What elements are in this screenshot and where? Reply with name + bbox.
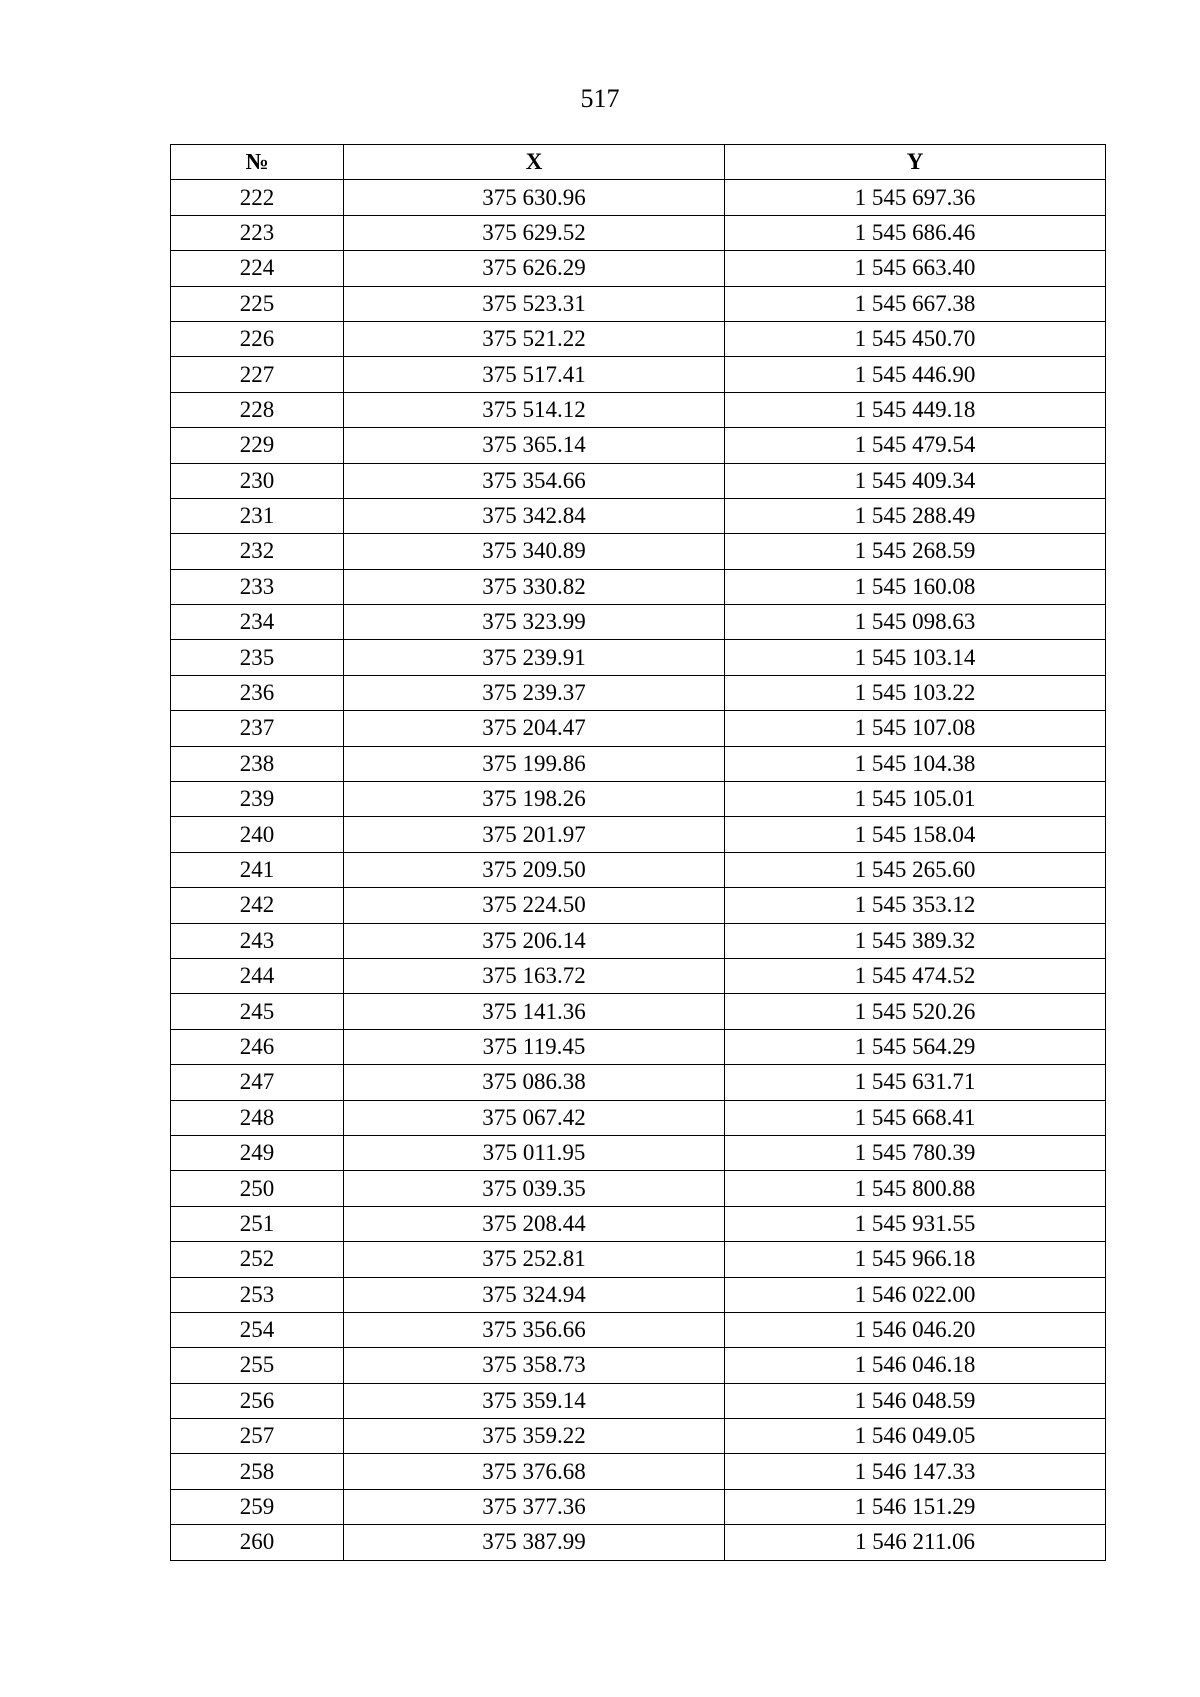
cell-y: 1 545 389.32 [725, 923, 1106, 958]
cell-y: 1 545 103.22 [725, 675, 1106, 710]
table-row [171, 251, 1106, 286]
table-row [171, 1065, 1106, 1100]
cell-x: 375 208.44 [344, 1206, 725, 1241]
cell-y: 1 545 697.36 [725, 180, 1106, 215]
cell-number: 259 [171, 1489, 344, 1524]
cell-x: 375 523.31 [344, 286, 725, 321]
table-body [171, 180, 1106, 1560]
table-row [171, 1525, 1106, 1560]
cell-x: 375 163.72 [344, 958, 725, 993]
cell-number: 228 [171, 392, 344, 427]
cell-x: 375 387.99 [344, 1525, 725, 1560]
cell-number: 252 [171, 1242, 344, 1277]
cell-x: 375 141.36 [344, 994, 725, 1029]
page-number: 517 [580, 84, 620, 113]
cell-number: 225 [171, 286, 344, 321]
cell-number: 242 [171, 888, 344, 923]
table-row [171, 357, 1106, 392]
column-header-y: Y [725, 145, 1106, 180]
cell-x: 375 239.37 [344, 675, 725, 710]
cell-y: 1 545 931.55 [725, 1206, 1106, 1241]
cell-y: 1 545 780.39 [725, 1135, 1106, 1170]
cell-number: 240 [171, 817, 344, 852]
cell-x: 375 011.95 [344, 1135, 725, 1170]
cell-number: 233 [171, 569, 344, 604]
cell-number: 260 [171, 1525, 344, 1560]
table-row [171, 1100, 1106, 1135]
table-row [171, 1489, 1106, 1524]
table-row [171, 498, 1106, 533]
cell-number: 247 [171, 1065, 344, 1100]
table-row [171, 1312, 1106, 1347]
cell-y: 1 545 479.54 [725, 428, 1106, 463]
cell-x: 375 204.47 [344, 711, 725, 746]
table-row [171, 1383, 1106, 1418]
cell-y: 1 546 046.18 [725, 1348, 1106, 1383]
cell-y: 1 546 211.06 [725, 1525, 1106, 1560]
cell-y: 1 546 147.33 [725, 1454, 1106, 1489]
cell-number: 232 [171, 534, 344, 569]
table-row [171, 1348, 1106, 1383]
cell-number: 223 [171, 215, 344, 250]
cell-x: 375 330.82 [344, 569, 725, 604]
cell-number: 230 [171, 463, 344, 498]
cell-y: 1 545 098.63 [725, 605, 1106, 640]
table-row [171, 180, 1106, 215]
cell-x: 375 201.97 [344, 817, 725, 852]
cell-x: 375 359.22 [344, 1419, 725, 1454]
cell-x: 375 198.26 [344, 782, 725, 817]
cell-number: 243 [171, 923, 344, 958]
cell-x: 375 377.36 [344, 1489, 725, 1524]
cell-number: 258 [171, 1454, 344, 1489]
cell-x: 375 342.84 [344, 498, 725, 533]
cell-y: 1 545 446.90 [725, 357, 1106, 392]
cell-x: 375 630.96 [344, 180, 725, 215]
cell-x: 375 365.14 [344, 428, 725, 463]
cell-x: 375 359.14 [344, 1383, 725, 1418]
table-row [171, 675, 1106, 710]
cell-x: 375 119.45 [344, 1029, 725, 1064]
table-row [171, 1135, 1106, 1170]
cell-number: 224 [171, 251, 344, 286]
table-row [171, 286, 1106, 321]
cell-number: 256 [171, 1383, 344, 1418]
table-row [171, 215, 1106, 250]
table-row [171, 782, 1106, 817]
table-row [171, 852, 1106, 887]
cell-number: 236 [171, 675, 344, 710]
cell-y: 1 545 663.40 [725, 251, 1106, 286]
cell-number: 226 [171, 321, 344, 356]
cell-y: 1 545 107.08 [725, 711, 1106, 746]
cell-y: 1 545 353.12 [725, 888, 1106, 923]
table-row [171, 1029, 1106, 1064]
cell-x: 375 521.22 [344, 321, 725, 356]
cell-x: 375 067.42 [344, 1100, 725, 1135]
table-row [171, 569, 1106, 604]
cell-y: 1 545 288.49 [725, 498, 1106, 533]
cell-y: 1 545 667.38 [725, 286, 1106, 321]
cell-x: 375 356.66 [344, 1312, 725, 1347]
table-row [171, 994, 1106, 1029]
cell-x: 375 324.94 [344, 1277, 725, 1312]
table-row [171, 817, 1106, 852]
cell-x: 375 517.41 [344, 357, 725, 392]
cell-y: 1 545 103.14 [725, 640, 1106, 675]
cell-number: 249 [171, 1135, 344, 1170]
cell-y: 1 545 409.34 [725, 463, 1106, 498]
cell-number: 238 [171, 746, 344, 781]
cell-y: 1 545 160.08 [725, 569, 1106, 604]
cell-y: 1 545 104.38 [725, 746, 1106, 781]
cell-number: 222 [171, 180, 344, 215]
cell-number: 235 [171, 640, 344, 675]
column-header-number: № [171, 145, 344, 180]
cell-number: 241 [171, 852, 344, 887]
cell-x: 375 209.50 [344, 852, 725, 887]
cell-x: 375 358.73 [344, 1348, 725, 1383]
cell-y: 1 545 268.59 [725, 534, 1106, 569]
cell-x: 375 086.38 [344, 1065, 725, 1100]
cell-number: 234 [171, 605, 344, 640]
cell-number: 253 [171, 1277, 344, 1312]
table-row [171, 321, 1106, 356]
cell-x: 375 239.91 [344, 640, 725, 675]
cell-y: 1 545 631.71 [725, 1065, 1106, 1100]
cell-y: 1 546 151.29 [725, 1489, 1106, 1524]
cell-number: 254 [171, 1312, 344, 1347]
cell-x: 375 039.35 [344, 1171, 725, 1206]
cell-y: 1 545 564.29 [725, 1029, 1106, 1064]
table-row [171, 888, 1106, 923]
cell-x: 375 354.66 [344, 463, 725, 498]
table-row [171, 463, 1106, 498]
cell-number: 237 [171, 711, 344, 746]
cell-x: 375 252.81 [344, 1242, 725, 1277]
cell-number: 257 [171, 1419, 344, 1454]
table-row [171, 1242, 1106, 1277]
cell-number: 255 [171, 1348, 344, 1383]
cell-y: 1 545 520.26 [725, 994, 1106, 1029]
cell-number: 239 [171, 782, 344, 817]
table-row [171, 534, 1106, 569]
cell-x: 375 629.52 [344, 215, 725, 250]
cell-y: 1 545 105.01 [725, 782, 1106, 817]
cell-number: 250 [171, 1171, 344, 1206]
cell-y: 1 545 450.70 [725, 321, 1106, 356]
table-row [171, 958, 1106, 993]
cell-y: 1 546 022.00 [725, 1277, 1106, 1312]
table-row [171, 1277, 1106, 1312]
cell-y: 1 546 048.59 [725, 1383, 1106, 1418]
cell-number: 245 [171, 994, 344, 1029]
table-row [171, 640, 1106, 675]
cell-number: 227 [171, 357, 344, 392]
cell-x: 375 376.68 [344, 1454, 725, 1489]
table-row [171, 923, 1106, 958]
cell-x: 375 626.29 [344, 251, 725, 286]
cell-number: 248 [171, 1100, 344, 1135]
cell-x: 375 199.86 [344, 746, 725, 781]
cell-number: 246 [171, 1029, 344, 1064]
cell-y: 1 545 265.60 [725, 852, 1106, 887]
cell-y: 1 545 686.46 [725, 215, 1106, 250]
cell-y: 1 545 449.18 [725, 392, 1106, 427]
cell-y: 1 545 800.88 [725, 1171, 1106, 1206]
column-header-x: X [344, 145, 725, 180]
cell-y: 1 545 158.04 [725, 817, 1106, 852]
cell-y: 1 545 668.41 [725, 1100, 1106, 1135]
cell-number: 231 [171, 498, 344, 533]
cell-number: 229 [171, 428, 344, 463]
cell-x: 375 206.14 [344, 923, 725, 958]
table-row [171, 428, 1106, 463]
table-row [171, 605, 1106, 640]
cell-y: 1 545 474.52 [725, 958, 1106, 993]
table-row [171, 1454, 1106, 1489]
table-row [171, 711, 1106, 746]
cell-y: 1 546 049.05 [725, 1419, 1106, 1454]
table-row [171, 1206, 1106, 1241]
table-row [171, 1171, 1106, 1206]
cell-x: 375 323.99 [344, 605, 725, 640]
cell-y: 1 546 046.20 [725, 1312, 1106, 1347]
cell-x: 375 514.12 [344, 392, 725, 427]
cell-x: 375 224.50 [344, 888, 725, 923]
table-row [171, 392, 1106, 427]
cell-number: 251 [171, 1206, 344, 1241]
cell-number: 244 [171, 958, 344, 993]
table-header-row [171, 145, 1106, 180]
cell-x: 375 340.89 [344, 534, 725, 569]
coordinates-table [170, 144, 1106, 1561]
table-row [171, 1419, 1106, 1454]
table-row [171, 746, 1106, 781]
cell-y: 1 545 966.18 [725, 1242, 1106, 1277]
